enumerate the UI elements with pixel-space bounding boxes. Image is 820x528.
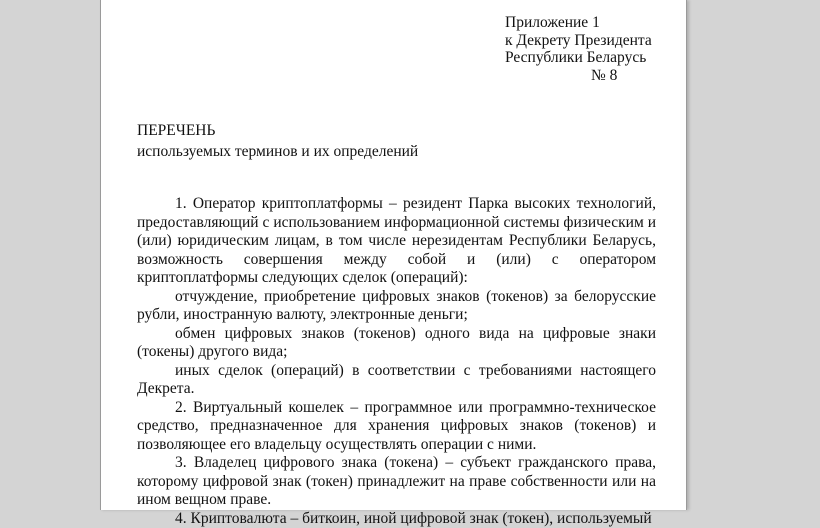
paragraph-2: отчуждение, приобретение цифровых знаков (токенов) за белорусские рубли, иностранную валюту, электронные деньги; bbox=[137, 288, 656, 325]
document-heading bbox=[137, 120, 418, 162]
paragraph-1: 1. Оператор криптоплатформы – резидент Парка высоких технологий, предоставляющий с использованием информационной системы физическим и (или) юридическим лицам, в том числе нерезидентам Республики Беларусь, возможность совершения между собой и (или) с оператором криптоплатформы следующих сделок (операций): bbox=[137, 195, 656, 288]
paragraph-5: 2. Виртуальный кошелек – программное или программно-техническое средство, предназначенное для хранения цифровых знаков (токенов) и позволяющее его владельцу осуществлять операции с ними. bbox=[137, 399, 656, 455]
appendix-number: № 8 bbox=[505, 67, 652, 85]
paragraph-6: 3. Владелец цифрового знака (токена) – субъект гражданского права, которому цифровой знак (токен) принадлежит на праве собственности или на ином вещном праве. bbox=[137, 454, 656, 510]
paragraph-3: обмен цифровых знаков (токенов) одного вида на цифровые знаки (токены) другого вида; bbox=[137, 325, 656, 362]
appendix-line-1: Приложение 1 bbox=[505, 14, 652, 32]
heading-subtitle: используемых терминов и их определений bbox=[137, 141, 418, 162]
paragraph-4: иных сделок (операций) в соответствии с требованиями настоящего Декрета. bbox=[137, 362, 656, 399]
appendix-line-3: Республики Беларусь bbox=[505, 49, 652, 67]
paragraph-7: 4. Криптовалюта – биткоин, иной цифровой знак (токен), используемый bbox=[137, 510, 656, 528]
document-body bbox=[137, 195, 656, 528]
document-page bbox=[100, 0, 687, 510]
appendix-header bbox=[505, 14, 652, 84]
appendix-line-2: к Декрету Президента bbox=[505, 32, 652, 50]
heading-title: ПЕРЕЧЕНЬ bbox=[137, 120, 418, 141]
